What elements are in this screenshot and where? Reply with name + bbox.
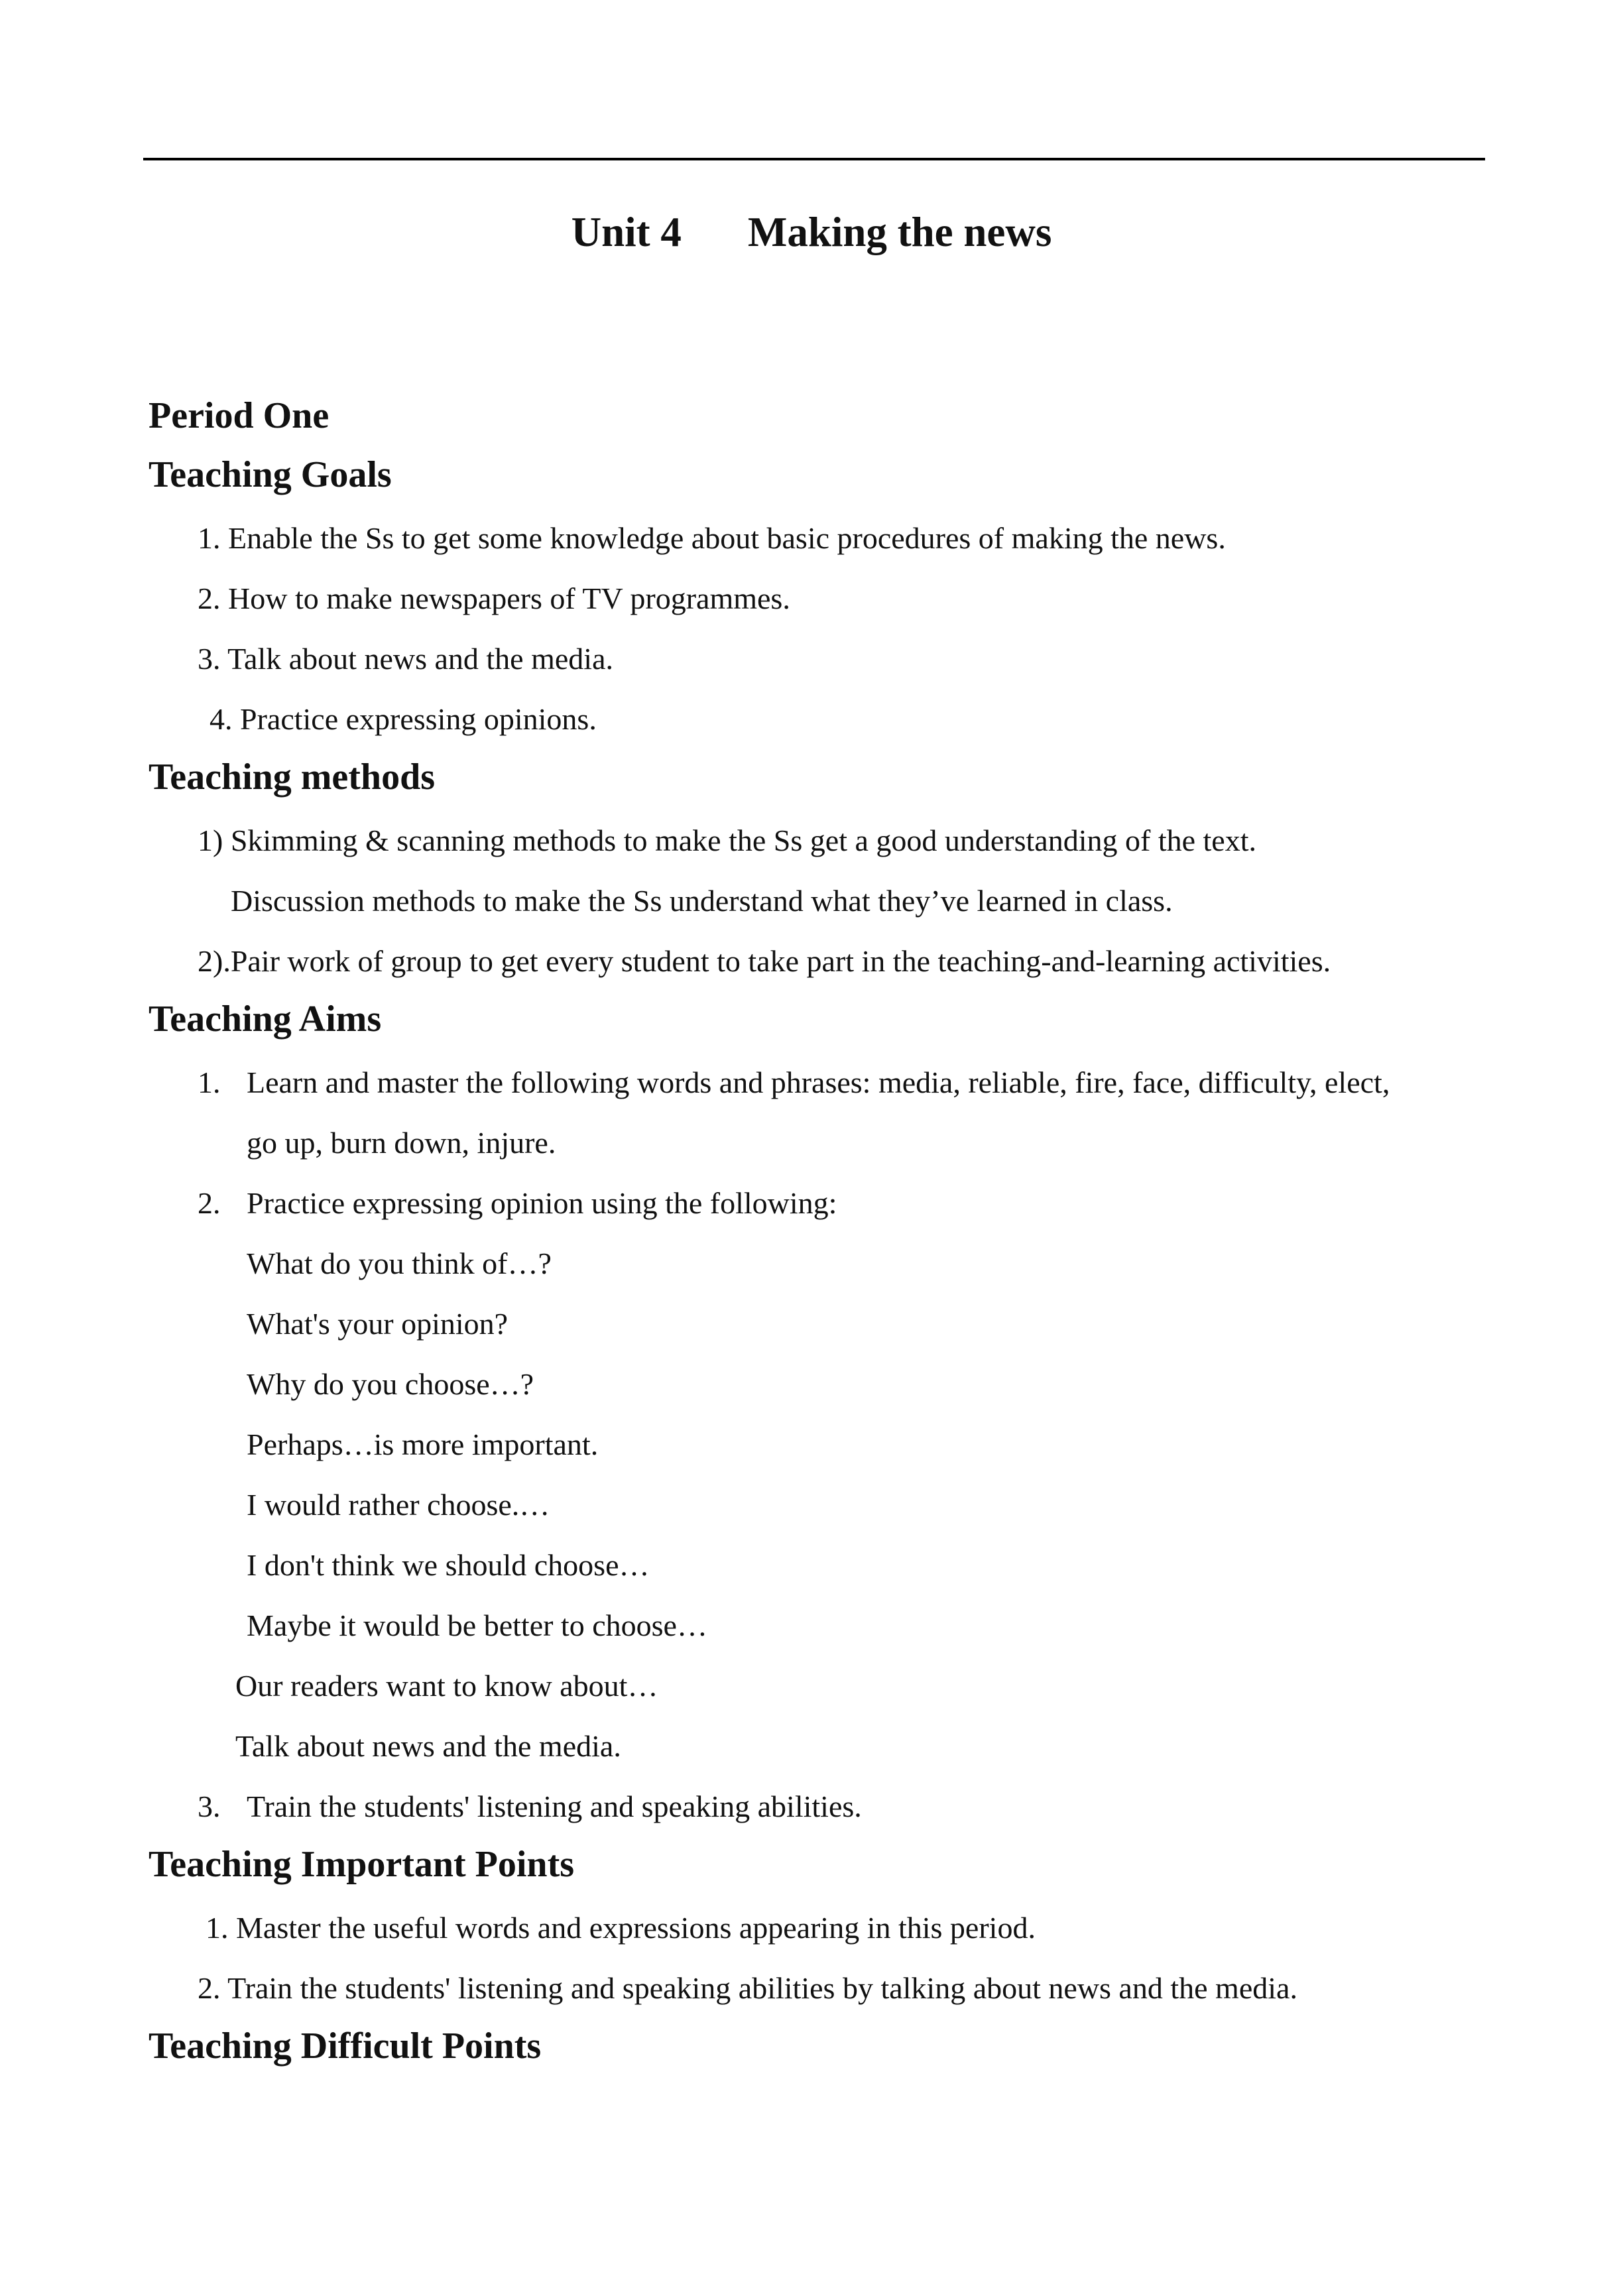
opinion-phrase: Why do you choose…? [247,1367,534,1401]
teaching-important-points-heading: Teaching Important Points [149,1844,575,1885]
aim-text: Train the students' listening and speaking abilities. [247,1789,862,1823]
method-item: 1) Skimming & scanning methods to make the Ss get a good understanding of the text. [198,823,1256,857]
opinion-phrase: What do you think of…? [247,1246,552,1280]
aim-text: Practice expressing opinion using the following: [247,1186,837,1220]
important-point-item: 2. Train the students' listening and speaking abilities by talking about news and the media. [198,1971,1297,2005]
aim-text: Learn and master the following words and phrases: media, reliable, fire, face, difficulty, elect, [247,1065,1390,1099]
goal-item: 3. Talk about news and the media. [198,642,613,676]
aim-item-3 [198,1787,862,1827]
aim-item-1 [198,1063,1390,1103]
important-point-item: 1. Master the useful words and expressions appearing in this period. [206,1911,1036,1945]
opinion-phrase: Our readers want to know about… [235,1669,658,1703]
page-title [0,206,1623,259]
teaching-aims-heading: Teaching Aims [149,998,382,1040]
aim-number: 1. [198,1065,221,1099]
title-unit: Unit 4 [571,209,682,255]
opinion-phrase: I don't think we should choose… [247,1548,650,1582]
teaching-goals-heading: Teaching Goals [149,454,392,495]
method-item: Discussion methods to make the Ss understand what they’ve learned in class. [231,884,1173,918]
goal-item: 4. Practice expressing opinions. [210,702,597,736]
period-heading: Period One [149,395,330,436]
goal-item: 1. Enable the Ss to get some knowledge about basic procedures of making the news. [198,521,1226,555]
method-item: 2).Pair work of group to get every student to take part in the teaching-and-learning activities. [198,944,1331,978]
aim-number: 2. [198,1186,221,1220]
title-topic: Making the news [747,209,1052,255]
opinion-phrase: What's your opinion? [247,1307,509,1341]
opinion-phrase: Maybe it would be better to choose… [247,1608,707,1642]
teaching-methods-heading: Teaching methods [149,756,436,798]
opinion-phrase: Talk about news and the media. [235,1729,621,1763]
aim-item-2 [198,1183,837,1223]
header-rule [143,158,1485,160]
opinion-phrase: I would rather choose.… [247,1488,550,1522]
teaching-difficult-points-heading: Teaching Difficult Points [149,2025,542,2067]
goal-item: 2. How to make newspapers of TV programmes. [198,581,790,615]
aim-number: 3. [198,1789,221,1823]
aim-continuation: go up, burn down, injure. [247,1126,556,1160]
opinion-phrase: Perhaps…is more important. [247,1427,599,1461]
